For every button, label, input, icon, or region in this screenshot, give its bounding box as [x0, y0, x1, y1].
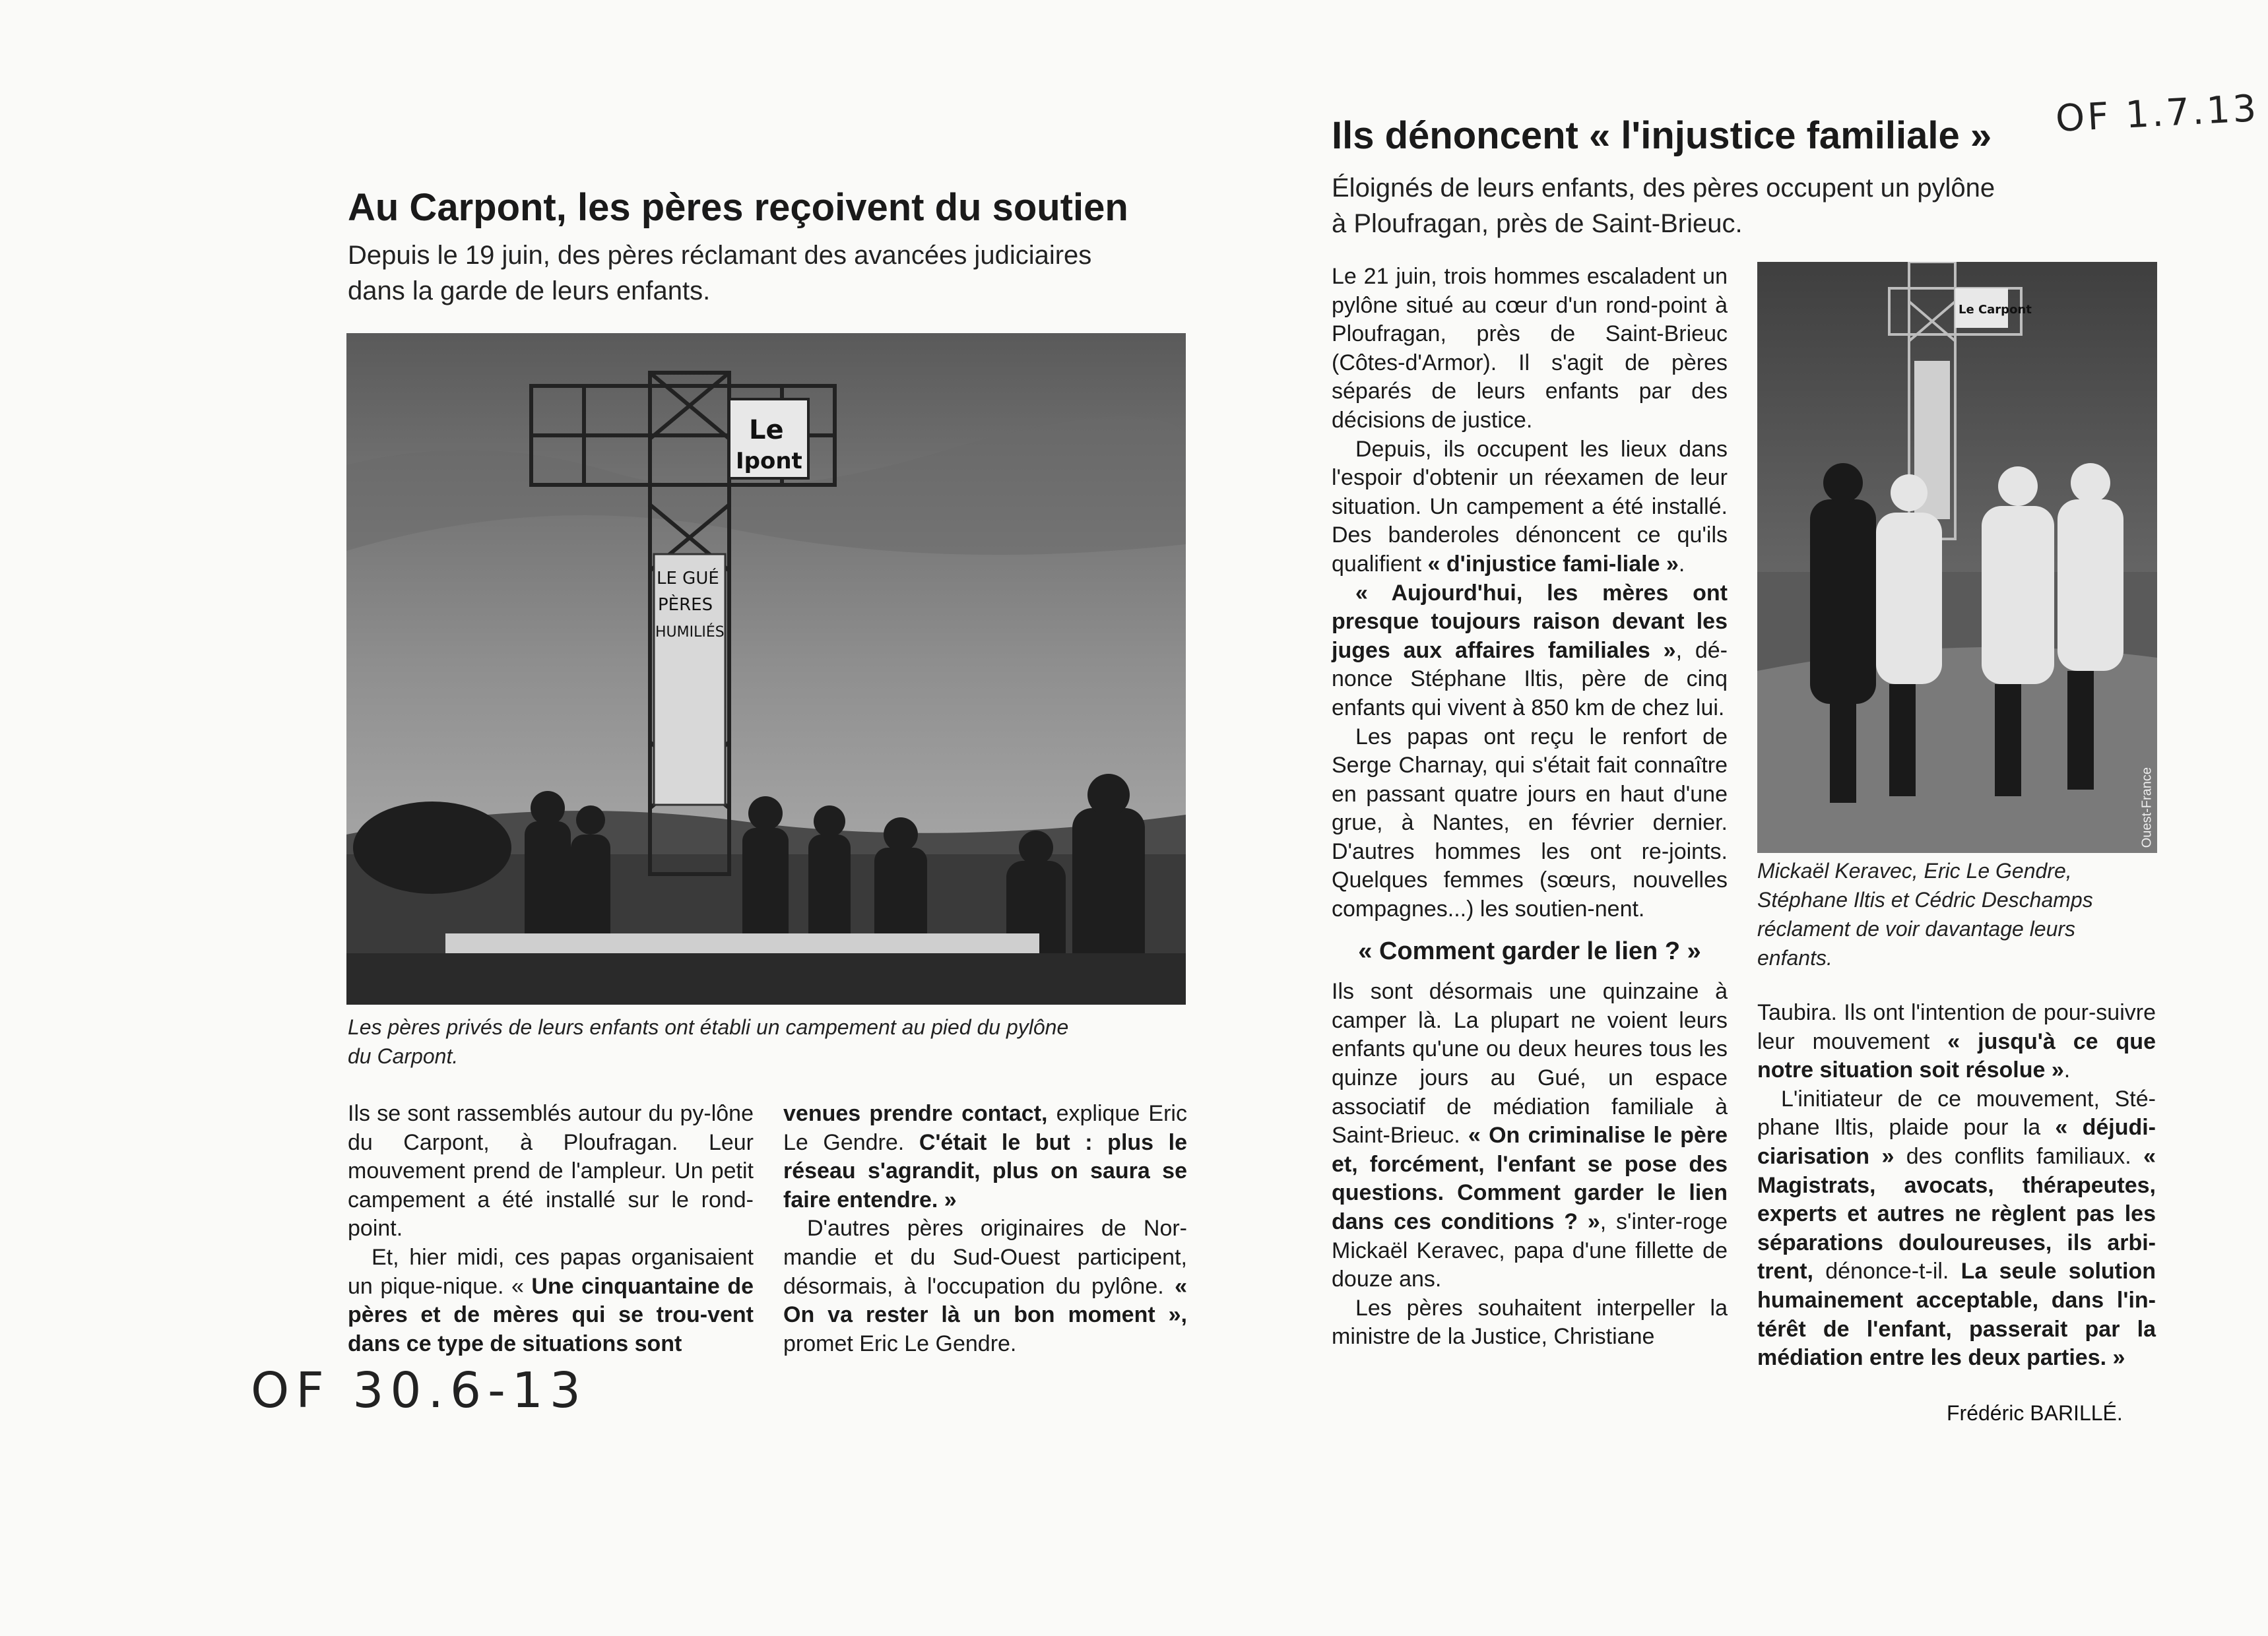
- right-article-subtitle: [1332, 170, 2090, 241]
- right-article-col-1: [1332, 263, 1728, 1352]
- right-col2-para-2e: dénonce-t-il.: [1813, 1259, 1961, 1284]
- left-col2-quote-3: « On va rester là un bon moment »,: [783, 1273, 1187, 1328]
- left-col2-quote-end: venues prendre contact,: [783, 1101, 1048, 1126]
- banner-le-gue: LE GUÉ: [657, 569, 719, 588]
- left-subtitle-line-1: Depuis le 19 juin, des pères réclamant des avancées judiciaires: [348, 241, 1092, 270]
- right-col2-quote-1: « jusqu'à ce que notre situation soit résolue »: [1757, 1028, 2156, 1083]
- right-article-title: Ils dénoncent « l'injustice familiale »: [1332, 114, 1992, 157]
- right-col1-para-6: Les pères souhaitent interpeller la ministre de la Justice, Christiane: [1332, 1295, 1728, 1350]
- photo-sign-le: Le: [749, 415, 784, 445]
- handwritten-date-top: OF 1.7.13: [2054, 86, 2260, 141]
- right-col1-quote-2: « On criminalise le père et, forcément, l'enfant se pose des questions. Comment garder le lien dans ces conditions ? »: [1332, 1123, 1728, 1234]
- right-col2-quote-4: La seule solution humainement acceptable, dans l'in-térêt de l'enfant, passerait par la médiation entre les deux parties. »: [1757, 1259, 2156, 1371]
- left-col1-para-2: Et, hier midi, ces papas organisaient un pique-nique. «: [348, 1244, 754, 1299]
- left-article-title: Au Carpont, les pères reçoivent du soutien: [348, 186, 1128, 229]
- left-subtitle-line-2: dans la garde de leurs enfants.: [348, 276, 711, 305]
- right-col2-quote-2: « déjudi-ciarisation »: [1757, 1115, 2156, 1169]
- right-photo-sign: Le Carpont: [1959, 303, 2032, 317]
- left-caption-line-2: du Carpont.: [348, 1044, 459, 1068]
- left-col2-quote-2: C'était le but : plus le réseau s'agrandit, plus on saura se faire entendre. »: [783, 1129, 1187, 1212]
- right-col1-para-4: Les papas ont reçu le renfort de Serge Charnay, qui s'était fait connaître en passant quatre jours en haut d'une grue, à Nantes, en février dernier. D'autres hommes les ont re-joints. Quelques femmes (sœurs, nouvelles compagnes...) les soutien-nent.: [1332, 724, 1728, 922]
- right-col1-quote-1: « Aujourd'hui, les mères ont presque toujours raison devant les juges aux affaires familiales »: [1332, 580, 1728, 663]
- right-col1-para-2a: Depuis, ils occupent les lieux dans l'espoir d'obtenir un réexamen de leur situation. Un campement a été installé. Des banderoles dénoncent ce qu'ils qualifient: [1332, 436, 1728, 577]
- right-col2-para-1a: Taubira. Ils ont l'intention de pour-suivre leur mouvement: [1757, 1000, 2156, 1054]
- right-col2-quote-3: « Magistrats, avocats, thérapeutes, experts et autres ne règlent pas les séparations douloureuses, ils arbi-trent,: [1757, 1143, 2156, 1284]
- right-col1-para-5c: , s'inter-roge Mickaël Keravec, papa d'une fillette de douze ans.: [1332, 1209, 1728, 1292]
- right-col2-para-2a: L'initiateur de ce mouvement, Sté-phane Iltis, plaide pour la: [1757, 1086, 2156, 1141]
- left-photo-caption: [348, 1013, 1192, 1071]
- right-subtitle-line-2: à Ploufragan, près de Saint-Brieuc.: [1332, 209, 1743, 238]
- left-col2-attribution-2: promet Eric Le Gendre.: [783, 1331, 1017, 1356]
- left-article-photo: [346, 333, 1186, 1005]
- byline-last-name: BARILLÉ.: [2030, 1401, 2123, 1425]
- left-article-col-2: [783, 1100, 1187, 1358]
- right-article-photo: [1757, 262, 2157, 853]
- left-col1-quote: Une cinquantaine de pères et de mères qui se trou-vent dans ce type de situations sont: [348, 1273, 754, 1356]
- right-photo-credit: Ouest-France: [2139, 767, 2154, 848]
- right-article-byline: [1947, 1401, 2123, 1426]
- right-col2-para-1c: .: [2063, 1057, 2071, 1083]
- photo-sign-ipont: Ipont: [736, 448, 802, 474]
- right-article-intertitle: « Comment garder le lien ? »: [1358, 937, 1701, 965]
- right-col1-para-1: Le 21 juin, trois hommes escaladent un pylône situé au cœur d'un rond-point à Ploufragan, près de Saint-Brieuc (Côtes-d'Armor). Il s'agit de pères séparés de leurs enfants par des décisions de justice.: [1332, 264, 1728, 433]
- right-col1-para-2c: .: [1678, 551, 1685, 577]
- left-col2-para-2: D'autres pères originaires de Nor-mandie et du Sud-Ouest participent, désormais, à l'occupation du pylône.: [783, 1216, 1187, 1299]
- right-subtitle-line-1: Éloignés de leurs enfants, des pères occupent un pylône: [1332, 173, 1995, 203]
- left-caption-line-1: Les pères privés de leurs enfants ont établi un campement au pied du pylône: [348, 1015, 1069, 1039]
- right-col1-para-2b: « d'injustice fami-liale »: [1427, 551, 1679, 577]
- left-article-subtitle: [348, 237, 1206, 309]
- left-col2-attribution: explique Eric Le Gendre.: [783, 1101, 1187, 1155]
- left-article-col-1: [348, 1100, 754, 1358]
- right-article-col-2: [1757, 999, 2156, 1373]
- handwritten-date-bottom: OF 30.6-13: [251, 1362, 587, 1419]
- right-photo-caption: Mickaël Keravec, Eric Le Gendre, Stéphane Iltis et Cédric Deschamps réclament de voir davantage leurs enfants.: [1757, 859, 2093, 970]
- left-col1-para-1: Ils se sont rassemblés autour du py-lône du Carpont, à Ploufragan. Leur mouvement prend de l'ampleur. Un petit campement a été installé sur le rond-point.: [348, 1101, 754, 1242]
- right-col1-para-3b: , dé-nonce Stéphane Iltis, père de cinq enfants qui vivent à 850 km de chez lui.: [1332, 637, 1728, 720]
- banner-humilies: HUMILIÉS: [655, 624, 725, 641]
- right-col1-para-5a: Ils sont désormais une quinzaine à camper là. La plupart ne voient leurs enfants qu'une ou deux heures tous les quinze jours au Gué, un espace associatif de médiation familiale à Saint-Brieuc.: [1332, 979, 1728, 1148]
- banner-peres: PÈRES: [658, 595, 713, 615]
- right-col2-para-2c: des conflits familiaux.: [1894, 1143, 2144, 1169]
- byline-first-name: Frédéric: [1947, 1401, 2030, 1425]
